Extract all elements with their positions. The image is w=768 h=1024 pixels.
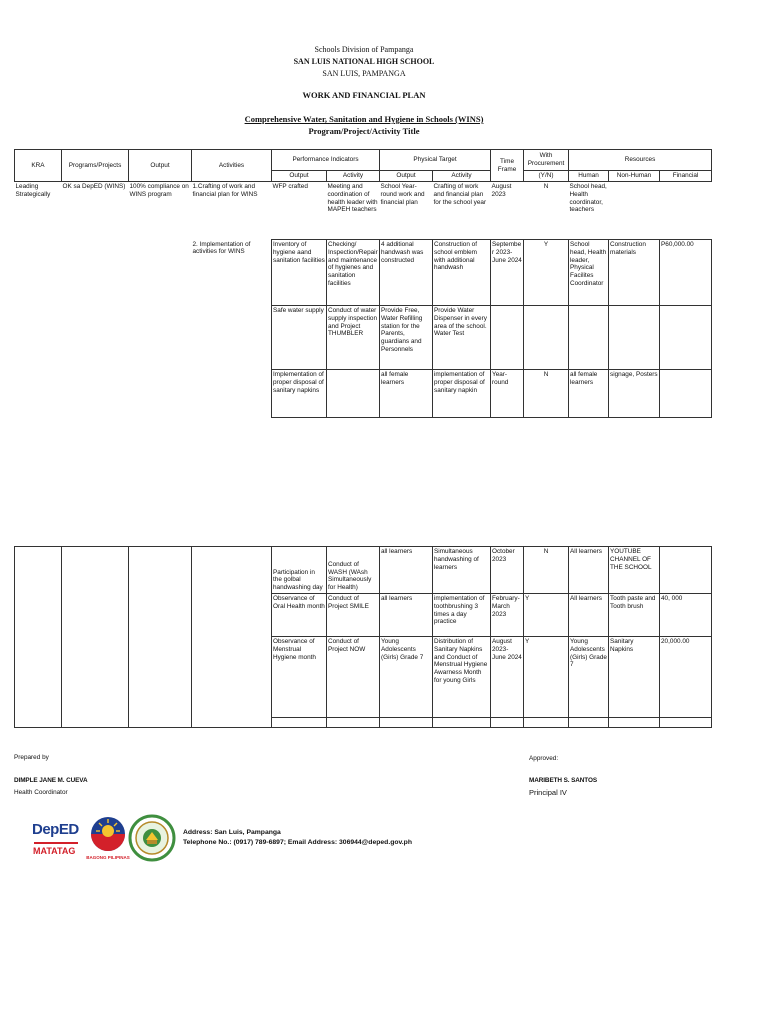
pt-activity-subheader: Activity — [433, 171, 491, 182]
empty-cell — [491, 718, 524, 728]
procurement-cell: Y — [524, 240, 569, 306]
human-subheader: Human — [569, 171, 609, 182]
human-cell: All learners — [569, 547, 609, 594]
activities-header: Activities — [192, 150, 272, 182]
prepared-by-position: Health Coordinator — [14, 789, 68, 796]
pi-activity-cell: Conduct of Project NOW — [327, 637, 380, 718]
deped-logo-text: DepED — [32, 821, 79, 838]
pt-output-cell: Provide Free, Water Refilling station for the Parents, guardians and Personnels — [380, 306, 433, 370]
financial-cell: 40, 000 — [660, 594, 712, 637]
time-frame-cell: Year-round — [491, 370, 524, 418]
program-cell — [62, 547, 129, 728]
time-frame-cell: August 2023 — [491, 183, 512, 198]
time-frame-cell: February-March 2023 — [491, 594, 524, 637]
with-procurement-header: With Procurement — [524, 150, 569, 171]
financial-cell: 20,000.00 — [660, 637, 712, 718]
non-human-cell: YOUTUBE CHANNEL OF THE SCHOOL — [609, 547, 660, 594]
pt-output-cell: all learners — [380, 594, 433, 637]
pi-activity-cell: Conduct of Project SMILE — [327, 594, 380, 637]
pi-output-cell: Participation in the golbal handwashing day — [272, 547, 327, 594]
school-name: SAN LUIS NATIONAL HIGH SCHOOL — [293, 57, 435, 66]
bagong-pilipinas-emblem-icon — [84, 814, 132, 854]
time-frame-cell: September 2023-June 2024 — [491, 240, 524, 306]
footer-contact: Telephone No.: (0917) 789-6897; Email Address: 306944@deped.gov.ph — [183, 839, 412, 846]
empty-cell — [660, 718, 712, 728]
time-frame-cell: October 2023 — [491, 547, 524, 594]
non-human-cell: Construction materials — [609, 240, 660, 306]
work-plan-table-continued — [14, 546, 712, 728]
empty-cell — [327, 718, 380, 728]
procurement-cell: N — [543, 183, 549, 190]
pi-output-cell: Inventory of hygiene aand sanitation facilities — [272, 240, 327, 306]
matatag-logo-text: MATATAG — [33, 846, 76, 856]
non-human-cell: Sanitary Napkins — [609, 637, 660, 718]
program-subtitle: Program/Project/Activity Title — [308, 126, 420, 136]
plan-title: WORK AND FINANCIAL PLAN — [302, 90, 426, 100]
time-frame-cell — [491, 306, 524, 370]
pt-output-cell: School Year-round work and financial plan — [380, 183, 425, 206]
pt-activity-cell: Simultaneous handwashing of learners — [433, 547, 491, 594]
output-header: Output — [129, 150, 192, 182]
non-human-cell — [609, 182, 660, 240]
pi-activity-cell: Conduct of WASH (WAsh Simultaneously for Health) — [327, 547, 380, 594]
pt-output-cell: all female learners — [380, 370, 433, 418]
pt-activity-cell: implementation of toothbrushing 3 times a day practice — [433, 594, 491, 637]
pi-output-cell: Safe water supply — [272, 306, 327, 370]
pt-activity-cell: Provide Water Dispenser in every area of the school. Water Test — [433, 306, 491, 370]
deped-matatag-logo — [30, 815, 82, 863]
non-human-subheader: Non-Human — [609, 171, 660, 182]
human-cell: Young Adolescents (Girls) Grade 7 — [569, 637, 609, 718]
pt-activity-cell: Construction of school emblem with additional handwash — [433, 240, 491, 306]
work-plan-table — [14, 149, 712, 418]
non-human-cell: Tooth paste and Tooth brush — [609, 594, 660, 637]
financial-subheader: Financial — [660, 171, 712, 182]
table-row — [15, 182, 712, 240]
pt-output-subheader: Output — [380, 171, 433, 182]
human-cell: all female learners — [569, 370, 609, 418]
financial-cell — [660, 306, 712, 370]
financial-cell — [660, 182, 712, 240]
pt-output-cell: all learners — [380, 547, 433, 594]
pi-output-cell: Implementation of proper disposal of sanitary napkins — [272, 370, 327, 418]
human-cell: All learners — [569, 594, 609, 637]
approved-label: Approved: — [529, 755, 559, 762]
pi-output-cell: Observance of Menstrual Hygiene month — [272, 637, 327, 718]
logo-divider — [34, 842, 78, 844]
financial-cell: P60,000.00 — [660, 240, 712, 306]
activity-cell — [192, 547, 272, 728]
human-cell: School head, Health leader, Physical Facilites Coordinator — [569, 240, 609, 306]
performance-indicators-header: Performance Indicators — [272, 150, 380, 171]
program-output-cell — [129, 547, 192, 728]
school-seal-icon — [128, 813, 176, 863]
financial-cell — [660, 547, 712, 594]
pt-output-cell: Young Adolescents (Girls) Grade 7 — [380, 637, 433, 718]
activity-cell: 1.Crafting of work and financial plan for WINS — [192, 183, 258, 198]
non-human-cell: signage, Posters — [609, 370, 660, 418]
non-human-cell — [609, 306, 660, 370]
pi-output-cell: WFP crafted — [272, 183, 308, 190]
empty-cell — [433, 718, 491, 728]
human-cell: School head, Health coordinator, teachers — [569, 183, 607, 214]
footer-address: Address: San Luis, Pampanga — [183, 829, 281, 836]
pi-output-cell: Observance of Oral Health month — [272, 594, 327, 637]
program-name: Comprehensive Water, Sanitation and Hygiene in Schools (WINS) — [244, 114, 484, 124]
procurement-cell: Y — [524, 594, 569, 637]
programs-header: Programs/Projects — [62, 150, 129, 182]
kra-cell — [15, 547, 62, 728]
time-frame-header: Time Frame — [491, 150, 524, 182]
empty-cell — [272, 718, 327, 728]
empty-cell — [609, 718, 660, 728]
division-name: Schools Division of Pampanga — [314, 45, 414, 54]
approved-by-name: MARIBETH S. SANTOS — [529, 777, 598, 784]
activity-cell: 2. Implementation of activities for WINS — [192, 240, 251, 256]
empty-cell — [524, 718, 569, 728]
pi-output-subheader: Output — [272, 171, 327, 182]
yn-subheader: (Y/N) — [524, 171, 569, 182]
prepared-by-name: DIMPLE JANE M. CUEVA — [14, 777, 88, 784]
physical-target-header: Physical Target — [380, 150, 491, 171]
financial-cell — [660, 370, 712, 418]
pt-activity-cell: implementation of proper disposal of sanitary napkin — [433, 370, 491, 418]
pi-activity-cell: Meeting and coordination of health leader with MAPEH teachers — [327, 183, 378, 214]
empty-cell — [569, 718, 609, 728]
procurement-cell: Y — [524, 637, 569, 718]
pi-activity-subheader: Activity — [327, 171, 380, 182]
human-cell — [569, 306, 609, 370]
kra-cell: Leading Strategically — [15, 183, 51, 198]
school-location: SAN LUIS, PAMPANGA — [322, 69, 406, 78]
program-cell: OK sa DepED (WINS) — [62, 183, 126, 190]
school-seal-logo — [128, 813, 176, 863]
procurement-cell: N — [524, 370, 569, 418]
program-output-cell: 100% compliance on WINS program — [129, 183, 189, 198]
procurement-cell — [524, 306, 569, 370]
table-row — [15, 547, 712, 594]
time-frame-cell: August 2023-June 2024 — [491, 637, 524, 718]
prepared-by-label: Prepared by — [14, 754, 49, 761]
pi-activity-cell: Checking/ Inspection/Repair and maintenance of hygienes and sanitation facilities — [327, 240, 380, 306]
kra-header: KRA — [15, 150, 62, 182]
bagong-pilipinas-logo — [84, 814, 132, 864]
resources-header: Resources — [569, 150, 712, 171]
pt-activity-cell: Crafting of work and financial plan for the school year — [433, 183, 487, 206]
empty-cell — [380, 718, 433, 728]
pt-output-cell: 4 additional handwash was constructed — [380, 240, 433, 306]
bagong-pilipinas-text: BAGONG PILIPINAS — [86, 855, 130, 860]
pi-activity-cell: Conduct of water supply inspection and Project THUMBLER — [327, 306, 380, 370]
pt-activity-cell: Distribution of Sanitary Napkins and Conduct of Menstrual Hygiene Awarness Month for young Girls — [433, 637, 491, 718]
pi-activity-cell — [327, 370, 380, 418]
approved-by-position: Principal IV — [529, 788, 567, 797]
procurement-cell: N — [524, 547, 569, 594]
